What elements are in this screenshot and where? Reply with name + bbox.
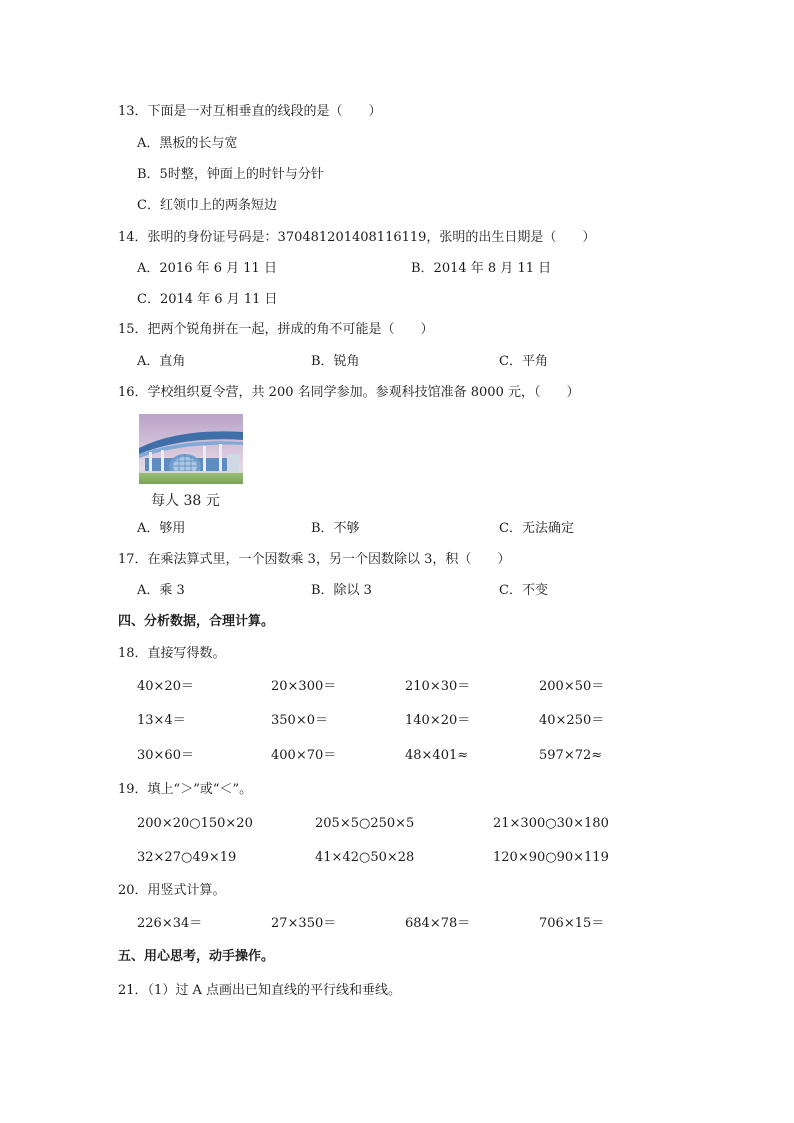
q19-item: 200×20○150×20: [137, 816, 253, 831]
q13-option-b: B．5时整，钟面上的时针与分针: [137, 167, 324, 182]
q18-stem: 18．直接写得数。: [118, 646, 226, 661]
q14-stem: 14．张明的身份证号码是：370481201408116119，张明的出生日期是（ ）: [118, 230, 596, 245]
image-caption: 每人 38 元: [151, 493, 220, 509]
q18-item: 140×20＝: [405, 713, 471, 728]
q17-stem: 17．在乘法算式里，一个因数乘 3，另一个因数除以 3，积（ ）: [118, 552, 511, 567]
q16-option-a: A．够用: [137, 521, 186, 536]
q15-option-c: C．平角: [499, 354, 548, 369]
q19-item: 21×300○30×180: [493, 816, 609, 831]
q21-stem: 21．（1）过 A 点画出已知直线的平行线和垂线。: [118, 983, 401, 998]
q20-item: 684×78＝: [405, 916, 471, 931]
q15-stem: 15．把两个锐角拼在一起，拼成的角不可能是（ ）: [118, 322, 434, 337]
q15-option-a: A．直角: [137, 354, 186, 369]
q19-item: 205×5○250×5: [315, 816, 415, 831]
q18-item: 40×250＝: [539, 713, 605, 728]
q19-item: 32×27○49×19: [137, 850, 237, 865]
section-heading-5: 五、用心思考，动手操作。: [118, 949, 275, 964]
q16-stem: 16．学校组织夏令营，共 200 名同学参加。参观科技馆准备 8000 元，（ ）: [118, 385, 580, 400]
q14-option-c: C．2014 年 6 月 11 日: [137, 292, 278, 307]
q18-item: 350×0＝: [271, 713, 328, 728]
q18-item: 48×401≈: [405, 748, 469, 763]
q16-option-c: C．无法确定: [499, 521, 574, 536]
q19-stem: 19．填上“＞”或“＜”。: [118, 782, 253, 797]
q20-stem: 20．用竖式计算。: [118, 883, 226, 898]
q17-option-a: A．乘 3: [137, 583, 185, 598]
q17-option-b: B．除以 3: [311, 583, 372, 598]
q20-item: 27×350＝: [271, 916, 337, 931]
q19-item: 120×90○90×119: [493, 850, 609, 865]
q18-item: 20×300＝: [271, 679, 337, 694]
section-heading-4: 四、分析数据，合理计算。: [118, 614, 275, 629]
q15-option-b: B．锐角: [311, 354, 360, 369]
q18-item: 400×70＝: [271, 748, 337, 763]
q20-item: 706×15＝: [539, 916, 605, 931]
q13-stem: 13．下面是一对互相垂直的线段的是（ ）: [118, 104, 382, 119]
q18-item: 40×20＝: [137, 679, 194, 694]
q18-item: 13×4＝: [137, 713, 186, 728]
q16-option-b: B．不够: [311, 521, 360, 536]
q19-item: 41×42○50×28: [315, 850, 415, 865]
q13-option-a: A．黑板的长与宽: [137, 136, 238, 151]
science-museum-image: [139, 414, 243, 484]
q18-item: 30×60＝: [137, 748, 194, 763]
q17-option-c: C．不变: [499, 583, 548, 598]
q14-option-a: A．2016 年 6 月 11 日: [137, 261, 277, 276]
q14-option-b: B．2014 年 8 月 11 日: [411, 261, 552, 276]
q18-item: 200×50＝: [539, 679, 605, 694]
q18-item: 597×72≈: [539, 748, 603, 763]
q13-option-c: C．红领巾上的两条短边: [137, 198, 277, 213]
q20-item: 226×34＝: [137, 916, 203, 931]
q18-item: 210×30＝: [405, 679, 471, 694]
